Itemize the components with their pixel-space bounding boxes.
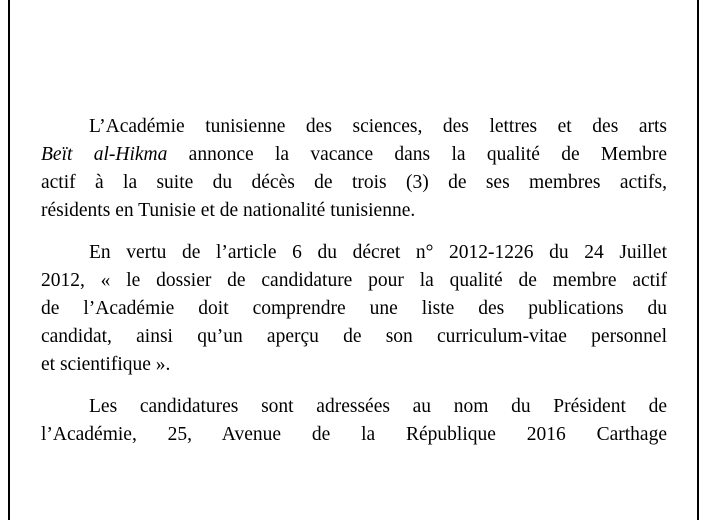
paragraph-line: actif à la suite du décès de trois (3) de ses membres actifs, — [41, 172, 667, 193]
paragraph-line: résidents en Tunisie et de nationalité tunisienne. — [41, 200, 416, 221]
paragraph-line: et scientifique ». — [41, 354, 171, 375]
paragraph-submission — [41, 393, 667, 449]
paragraph-line: Les candidatures sont adressées au nom du Président de — [89, 396, 667, 417]
paragraph-line: En vertu de l’article 6 du décret n° 2012-1226 du 24 Juillet — [89, 242, 667, 263]
paragraph-line-rest: annonce la vacance dans la qualité de Membre — [167, 144, 667, 165]
paragraph-line: l’Académie, 25, Avenue de la République 2016 Carthage — [41, 424, 667, 445]
academy-name-italic: Beït al-Hikma — [41, 144, 168, 165]
paragraph-line: 2012, « le dossier de candidature pour la qualité de membre actif — [41, 270, 667, 291]
document-body — [41, 113, 667, 463]
paragraph-line: L’Académie tunisienne des sciences, des lettres et des arts — [89, 116, 667, 137]
paragraph-line: de l’Académie doit comprendre une liste des publications du — [41, 298, 667, 319]
paragraph-line: candidat, ainsi qu’un aperçu de son curriculum-vitae personnel — [41, 326, 667, 347]
paragraph-decree — [41, 239, 667, 379]
paragraph-announcement — [41, 113, 667, 225]
paragraph-line — [41, 141, 667, 169]
